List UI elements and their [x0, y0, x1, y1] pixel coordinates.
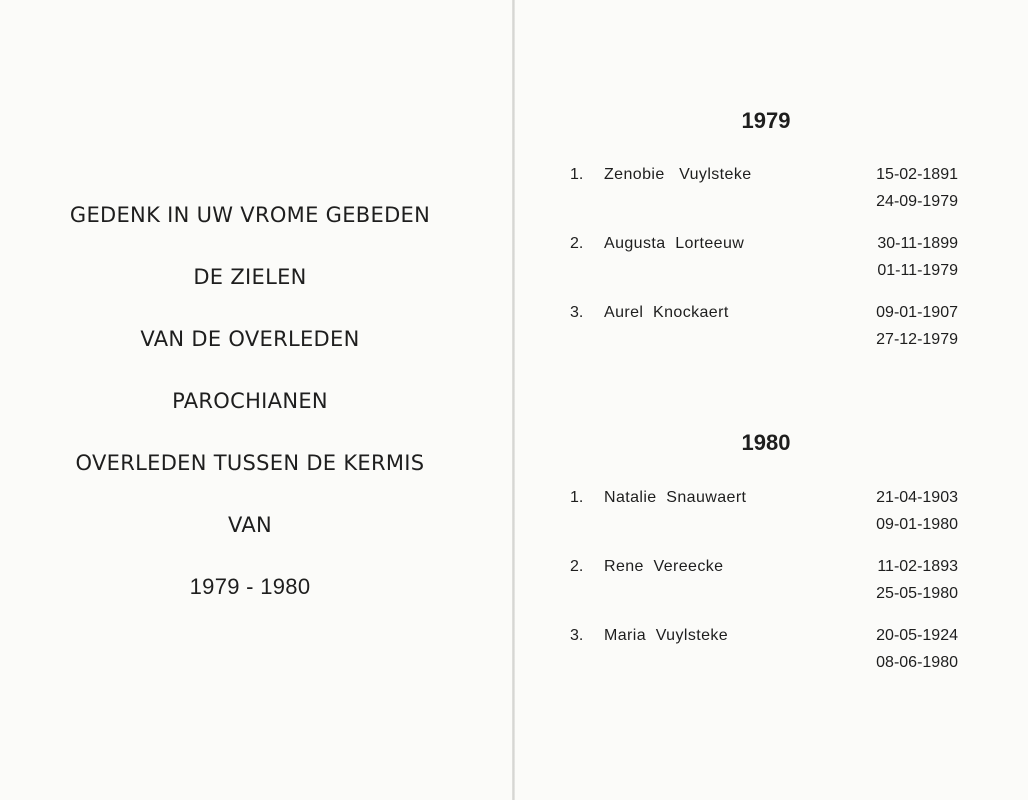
list-item	[566, 489, 958, 545]
dedication-years: 1979 - 1980	[189, 574, 311, 599]
dedication-line-2: DE ZIELEN	[193, 265, 307, 289]
dedication-line-5: OVERLEDEN TUSSEN DE KERMIS	[75, 451, 425, 475]
list-item	[566, 166, 958, 222]
entry-name: Augusta Lorteeuw	[604, 235, 745, 252]
entry-name: Zenobie Vuylsteke	[604, 166, 752, 183]
entry-number: 2.	[570, 558, 584, 575]
page-fold	[512, 0, 515, 800]
entry-birth-date: 15-02-1891	[876, 166, 958, 183]
entry-birth-date: 30-11-1899	[877, 235, 958, 252]
entry-number: 1.	[570, 489, 584, 506]
entry-death-date: 08-06-1980	[876, 654, 958, 671]
list-item	[566, 235, 958, 291]
entry-birth-date: 09-01-1907	[876, 304, 958, 321]
entry-number: 2.	[570, 235, 584, 252]
entry-birth-date: 11-02-1893	[877, 558, 958, 575]
entry-death-date: 25-05-1980	[876, 585, 958, 602]
entry-birth-date: 20-05-1924	[876, 627, 958, 644]
dedication-line-1: GEDENK IN UW VROME GEBEDEN	[69, 203, 431, 227]
section-year-heading: 1979	[741, 108, 791, 133]
entry-name: Aurel Knockaert	[604, 304, 729, 321]
entry-birth-date: 21-04-1903	[876, 489, 958, 506]
list-item	[566, 304, 958, 360]
section-year-heading: 1980	[741, 430, 791, 455]
dedication-line-4: PAROCHIANEN	[172, 389, 328, 413]
entry-name: Rene Vereecke	[604, 558, 724, 575]
entry-death-date: 24-09-1979	[876, 193, 958, 210]
entry-death-date: 09-01-1980	[876, 516, 958, 533]
entry-name: Maria Vuylsteke	[604, 627, 729, 644]
entry-number: 3.	[570, 304, 584, 321]
entry-number: 1.	[570, 166, 584, 183]
entry-death-date: 01-11-1979	[877, 262, 958, 279]
entry-number: 3.	[570, 627, 584, 644]
left-page	[40, 190, 460, 624]
entry-name: Natalie Snauwaert	[604, 489, 747, 506]
list-item	[566, 627, 958, 683]
list-item	[566, 558, 958, 614]
entry-death-date: 27-12-1979	[876, 331, 958, 348]
dedication-line-3: VAN DE OVERLEDEN	[140, 327, 360, 351]
dedication-line-6: VAN	[228, 513, 272, 537]
